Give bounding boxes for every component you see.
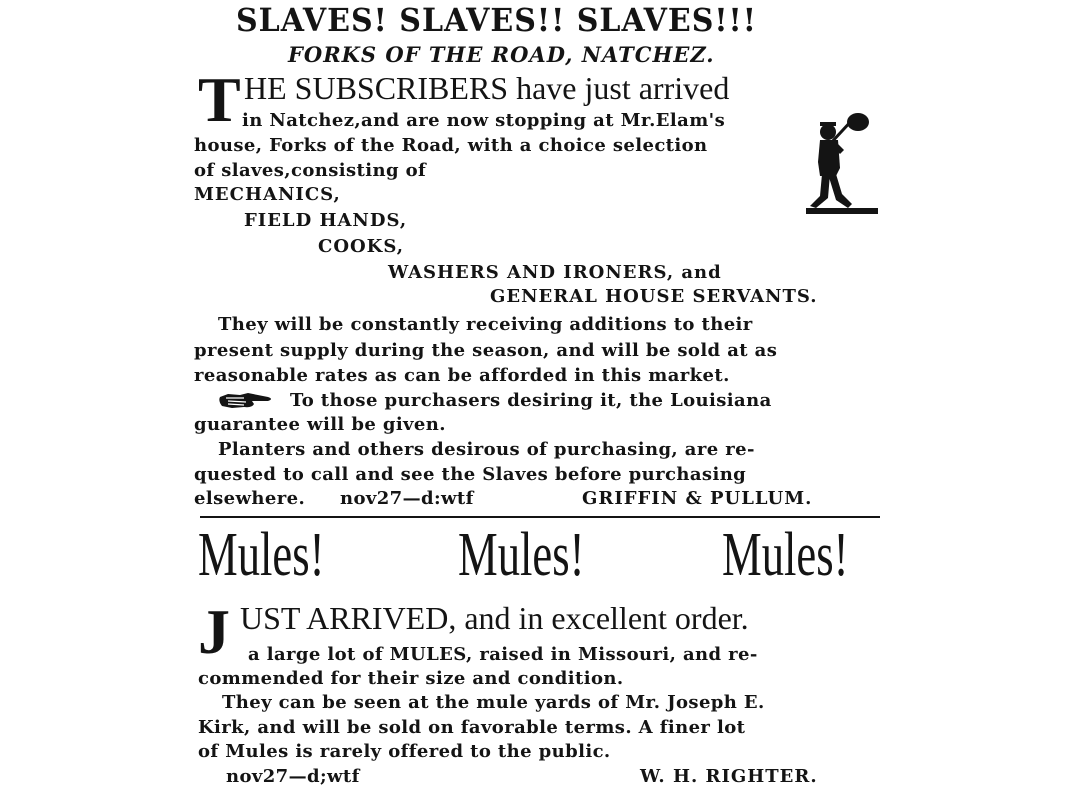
ad1-category-mechanics: MECHANICS, (194, 184, 341, 205)
ad1-headline: SLAVES! SLAVES!! SLAVES!!! (236, 2, 757, 40)
ad1-closing-elsewhere: elsewhere. (194, 488, 306, 509)
ad2-signature: W. H. RIGHTER. (640, 766, 818, 787)
ad1-signature: GRIFFIN & PULLUM. (582, 488, 813, 509)
ad2-mules-1: Mules! (198, 521, 325, 589)
running-man-with-bundle-icon (806, 112, 878, 216)
ad2-mules-2: Mules! (458, 521, 585, 589)
ad2-para-line-1: They can be seen at the mule yards of Mr. Joseph E. (222, 692, 765, 713)
ad1-lead-line: HE SUBSCRIBERS have just arrived (244, 70, 730, 106)
ad1-line-3: of slaves,consisting of (194, 160, 427, 181)
ad1-para3-line-1: Planters and others desirous of purchasing, are re- (218, 439, 755, 460)
ad2-closing-date: nov27—d;wtf (226, 766, 360, 787)
ad1-category-cooks: COOKS, (318, 236, 404, 257)
ad2-mules-3: Mules! (722, 521, 849, 589)
ad2-line-2: commended for their size and condition. (198, 668, 624, 689)
ad2-dropcap: J (198, 596, 230, 667)
pointing-hand-icon (218, 391, 276, 411)
ad1-para2-line-2: guarantee will be given. (194, 414, 446, 435)
ad2-lead-line: UST ARRIVED, and in excellent order. (240, 600, 749, 636)
ad1-para2-line-1: To those purchasers desiring it, the Louisiana (290, 390, 772, 411)
ad1-closing-date: nov27—d:wtf (340, 488, 474, 509)
ad1-category-washers: WASHERS AND IRONERS, and (388, 262, 722, 283)
ad1-para1-line-3: reasonable rates as can be afforded in this market. (194, 365, 730, 386)
ad1-line-1: in Natchez,and are now stopping at Mr.Elam's (242, 110, 726, 131)
ad2-line-1: a large lot of MULES, raised in Missouri, and re- (248, 644, 758, 665)
ad1-subhead: FORKS OF THE ROAD, NATCHEZ. (288, 42, 715, 67)
ad1-line-2: house, Forks of the Road, with a choice selection (194, 135, 708, 156)
ad1-para3-line-2: quested to call and see the Slaves before purchasing (194, 464, 747, 485)
ad1-dropcap: T (198, 64, 241, 135)
ad2-para-line-2: Kirk, and will be sold on favorable terms. A finer lot (198, 717, 746, 738)
ad1-category-servants: GENERAL HOUSE SERVANTS. (490, 286, 818, 307)
ad1-category-field-hands: FIELD HANDS, (244, 210, 408, 231)
ad1-para1-line-1: They will be constantly receiving additions to their (218, 314, 753, 335)
ad1-para1-line-2: present supply during the season, and will be sold at as (194, 340, 778, 361)
ad2-para-line-3: of Mules is rarely offered to the public. (198, 741, 611, 762)
section-divider (200, 516, 880, 518)
